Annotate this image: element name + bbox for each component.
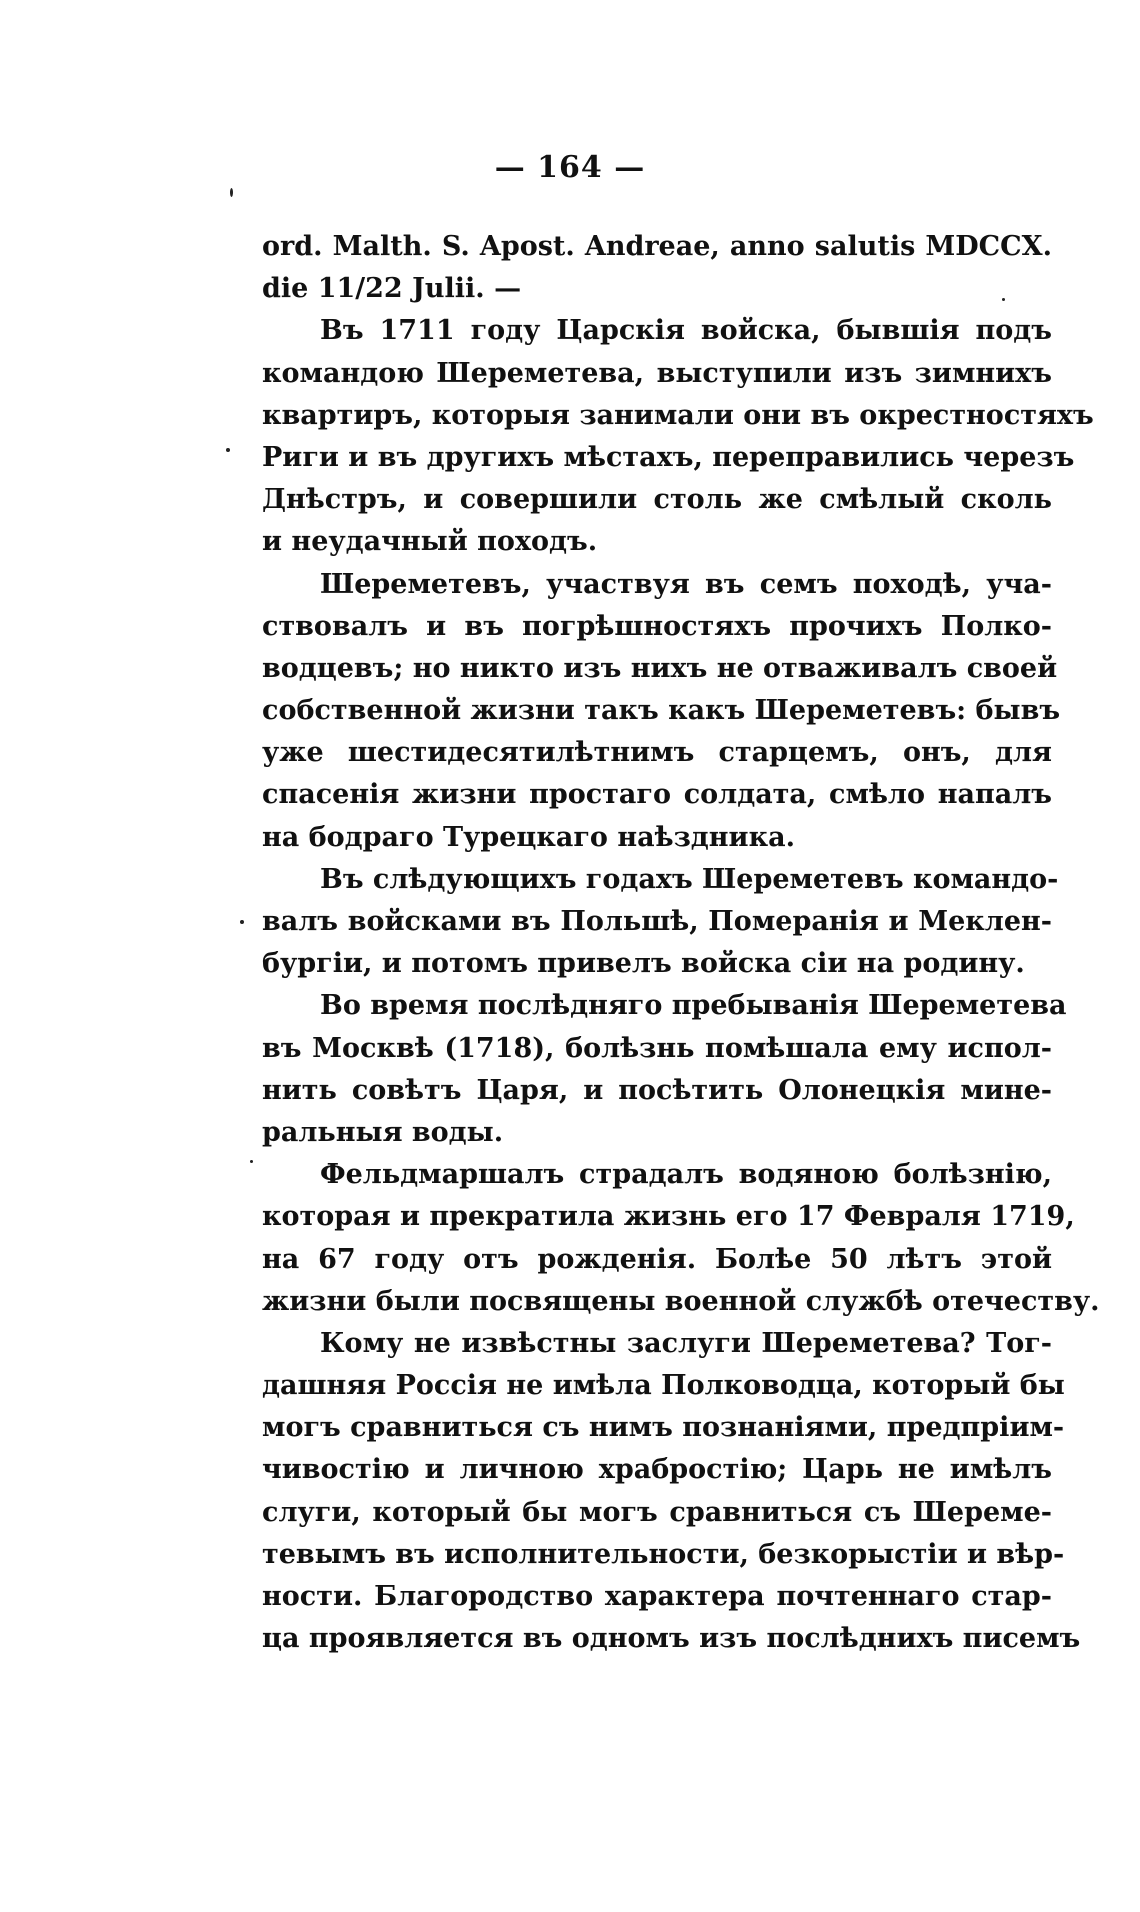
text-line: слуги, который бы могъ сравниться съ Шереме-	[262, 1496, 1052, 1528]
text-line: водцевъ; но никто изъ нихъ не отваживалъ своей	[262, 652, 1058, 684]
scan-speck	[226, 448, 230, 452]
text-line: могъ сравниться съ нимъ познаніями, предпріим-	[262, 1412, 1065, 1444]
text-line: на бодраго Турецкаго наѣздника.	[262, 821, 795, 853]
scan-speck	[250, 1160, 253, 1163]
text-line: въ Москвѣ (1718), болѣзнь помѣшала ему испол-	[262, 1032, 1052, 1064]
scan-speck	[1002, 298, 1005, 301]
text-line: которая и прекратила жизнь его 17 Февраля 1719,	[262, 1201, 1075, 1233]
text-line: ствовалъ и въ погрѣшностяхъ прочихъ Полко-	[262, 610, 1052, 642]
text-line: ord. Malth. S. Apost. Andreae, anno salutis MDCCX.	[262, 231, 1052, 262]
text-line: Кому не извѣстны заслуги Шереметева? Тог-	[320, 1327, 1052, 1359]
text-line: уже шестидесятилѣтнимъ старцемъ, онъ, для	[262, 737, 1052, 769]
text-line: дашняя Россія не имѣла Полководца, который бы	[262, 1370, 1065, 1402]
text-line: и неудачный походъ.	[262, 526, 598, 558]
page-number: — 164 —	[494, 150, 646, 185]
text-line: Фельдмаршалъ страдалъ водяною болѣзнію,	[320, 1159, 1052, 1191]
scan-speck	[240, 920, 244, 924]
scan-speck	[230, 188, 233, 197]
text-line: валъ войсками въ Польшѣ, Померанія и Меклен-	[262, 906, 1052, 937]
text-line: командою Шереметева, выступили изъ зимнихъ	[262, 357, 1052, 389]
text-line: тевымъ въ исполнительности, безкорыстіи и вѣр-	[262, 1538, 1065, 1570]
text-line: Днѣстръ, и совершили столь же смѣлый сколь	[262, 484, 1052, 516]
text-line: спасенія жизни простаго солдата, смѣло напалъ	[262, 779, 1052, 811]
text-line: Въ слѣдующихъ годахъ Шереметевъ командо-	[320, 863, 1059, 895]
text-line: Во время послѣдняго пребыванія Шереметева	[320, 990, 1067, 1022]
text-line: собственной жизни такъ какъ Шереметевъ: бывъ	[262, 695, 1061, 727]
text-line: бургіи, и потомъ привелъ войска сіи на родину.	[262, 948, 1025, 980]
body-text	[262, 226, 1100, 1660]
text-line: Риги и въ другихъ мѣстахъ, переправились черезъ	[262, 441, 1075, 473]
text-line: Въ 1711 году Царскія войска, бывшія подъ	[320, 315, 1052, 347]
text-line: нить совѣтъ Царя, и посѣтить Олонецкія мине-	[262, 1074, 1052, 1106]
text-line: ца проявляется въ одномъ изъ послѣднихъ писемъ	[262, 1623, 1081, 1655]
text-line: die 11/22 Julii. —	[262, 273, 522, 305]
text-line: квартиръ, которыя занимали они въ окрестностяхъ	[262, 399, 1094, 431]
text-line: чивостію и личною храбростію; Царь не имѣлъ	[262, 1454, 1052, 1486]
text-line: Шереметевъ, участвуя въ семъ походѣ, уча-	[320, 568, 1052, 600]
text-line: на 67 году отъ рожденія. Болѣе 50 лѣтъ этой	[262, 1243, 1052, 1275]
text-line: ральныя воды.	[262, 1116, 504, 1148]
text-line: жизни были посвящены военной службѣ отечеству.	[262, 1285, 1100, 1317]
text-line: ности. Благородство характера почтеннаго стар-	[262, 1581, 1052, 1612]
